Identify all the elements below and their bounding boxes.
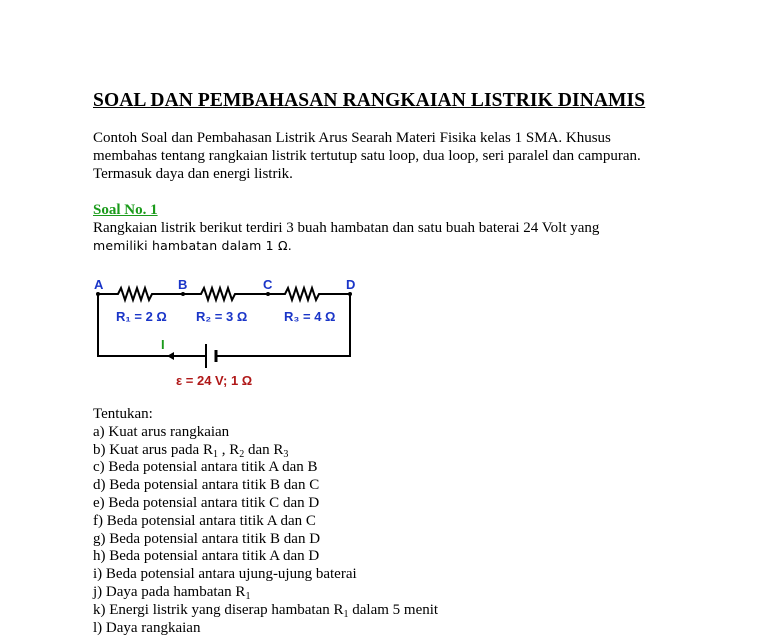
question-text: dan R xyxy=(244,441,284,458)
question-item: c) Beda potensial antara titik A dan B xyxy=(93,459,318,476)
question-item xyxy=(93,442,438,460)
resistor-label-r2: R₂ = 3 Ω xyxy=(196,309,248,324)
question-text: b) Kuat arus pada R xyxy=(93,441,213,458)
question-item: h) Beda potensial antara titik A dan D xyxy=(93,548,320,565)
junction-dot xyxy=(181,292,185,296)
question-text: j) Daya pada hambatan R xyxy=(93,583,246,600)
question-item: g) Beda potensial antara titik B dan D xyxy=(93,530,321,547)
resistor-r3 xyxy=(268,288,350,300)
left-wire xyxy=(98,294,203,356)
soal-line: memiliki hambatan dalam 1 Ω. xyxy=(93,238,292,253)
resistor-label-r1: R₁ = 2 Ω xyxy=(116,309,167,324)
subscript: 2 xyxy=(239,448,245,460)
current-arrow-icon xyxy=(167,352,174,360)
subscript: 1 xyxy=(343,608,349,620)
question-header: Tentukan: xyxy=(93,406,153,422)
right-wire xyxy=(218,294,350,356)
circuit-diagram xyxy=(88,272,378,392)
question-text: , R xyxy=(217,441,240,458)
question-item: l) Daya rangkaian xyxy=(93,619,201,636)
soal-heading[interactable]: Soal No. 1 xyxy=(93,202,158,218)
subscript: 1 xyxy=(245,590,251,602)
question-item: a) Kuat arus rangkaian xyxy=(93,423,230,440)
intro-line: membahas tentang rangkaian listrik tertutup satu loop, dua loop, seri paralel dan campuran. xyxy=(93,148,641,164)
battery-label: ε = 24 V; 1 Ω xyxy=(176,373,253,388)
question-text: k) Energi listrik yang diserap hambatan R xyxy=(93,601,344,618)
question-item: d) Beda potensial antara titik B dan C xyxy=(93,477,320,494)
question-list xyxy=(93,406,438,637)
question-item: i) Beda potensial antara ujung-ujung baterai xyxy=(93,566,357,583)
subscript: 1 xyxy=(212,448,218,460)
question-item: e) Beda potensial antara titik C dan D xyxy=(93,494,320,511)
soal-line: Rangkaian listrik berikut terdiri 3 buah hambatan dan satu buah baterai 24 Volt yang xyxy=(93,220,600,236)
question-item: f) Beda potensial antara titik A dan C xyxy=(93,512,316,529)
point-label-c: C xyxy=(263,277,273,292)
resistor-r1 xyxy=(98,288,183,300)
subscript: 3 xyxy=(283,448,289,460)
soal-text xyxy=(93,219,599,255)
page-title: SOAL DAN PEMBAHASAN RANGKAIAN LISTRIK DINAMIS xyxy=(93,90,646,111)
intro-line: Contoh Soal dan Pembahasan Listrik Arus Searah Materi Fisika kelas 1 SMA. Khusus xyxy=(93,130,611,146)
question-item xyxy=(93,602,438,620)
resistor-r2 xyxy=(183,288,268,300)
circuit-wires xyxy=(98,288,350,368)
junction-dot xyxy=(266,292,270,296)
point-label-d: D xyxy=(346,277,356,292)
point-label-b: B xyxy=(178,277,188,292)
junction-dot xyxy=(96,292,100,296)
question-text: dalam 5 menit xyxy=(348,601,439,618)
current-label: I xyxy=(161,337,165,352)
resistor-label-r3: R₃ = 4 Ω xyxy=(284,309,336,324)
question-item xyxy=(93,584,438,602)
point-label-a: A xyxy=(94,277,104,292)
intro-paragraph xyxy=(93,129,693,183)
junction-dot xyxy=(348,292,352,296)
intro-line: Termasuk daya dan energi listrik. xyxy=(93,166,293,182)
